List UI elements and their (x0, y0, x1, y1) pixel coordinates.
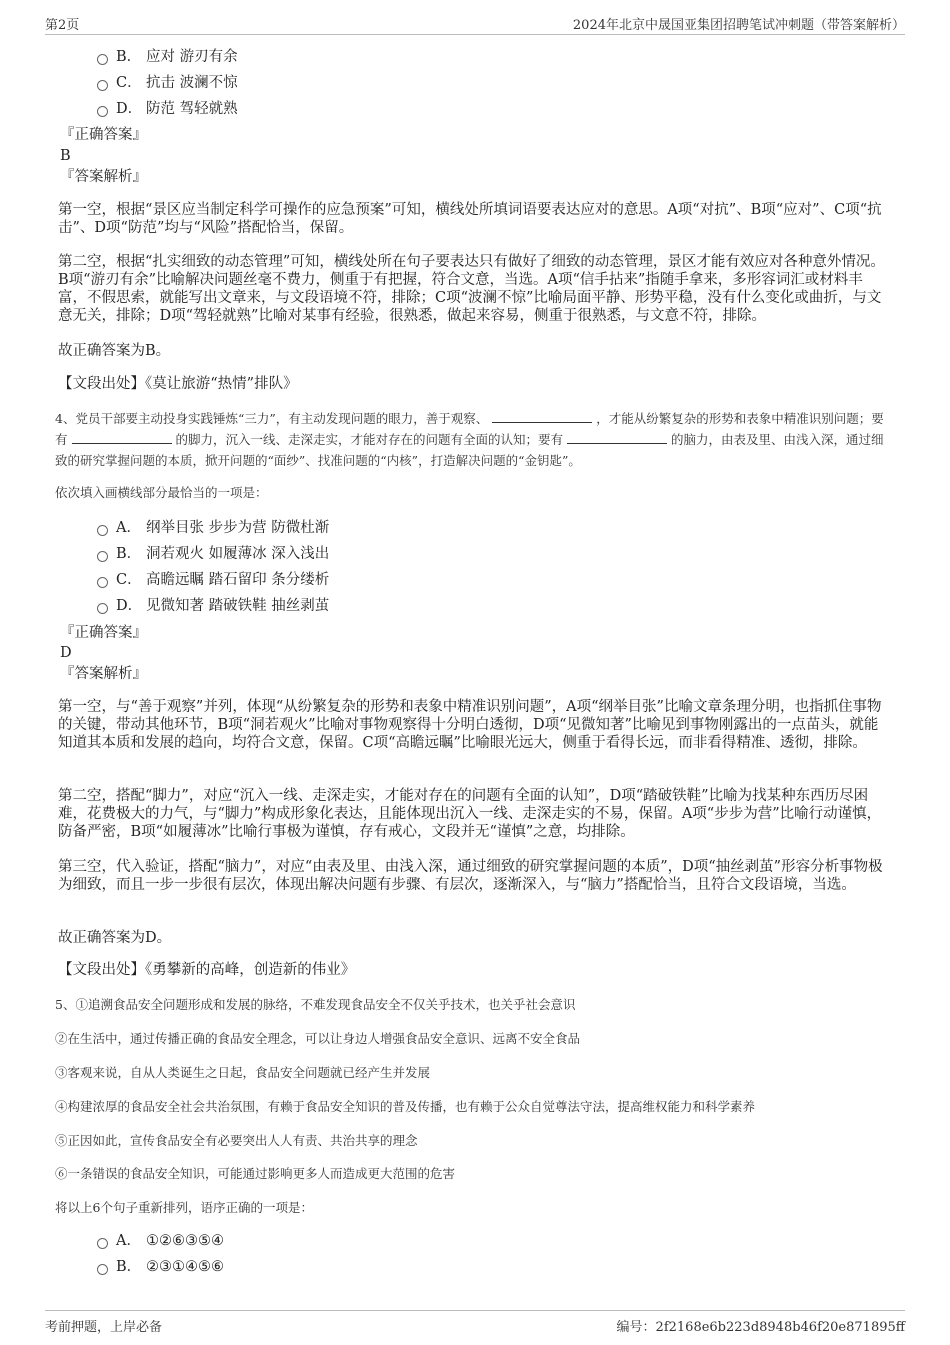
q3-option-d[interactable]: D． 防范 驾轻就熟 (97, 98, 238, 120)
radio-icon[interactable] (97, 1238, 108, 1249)
radio-icon[interactable] (97, 551, 108, 562)
q3-analysis-paragraph: 第二空，根据“扎实细致的动态管理”可知，横线处所在句子要表达只有做好了细致的动态管理，景区才能有效应对各种意外情况。B项“游刃有余”比喻解决问题丝毫不费力，侧重于有把握，符合文意，当选。A项“信手拈来”指随手拿来，多形容词汇或材料丰富，不假思索，就能写出文章来，与文段语境不符，排除；C项“波澜不惊”比喻局面平静、形势平稳，没有什么变化或曲折，与文意无关，排除；D项“驾轻就熟”比喻对某事有经验，很熟悉，做起来容易，侧重于很熟悉，与文意不符，排除。 (58, 254, 885, 324)
q4-answer: D (60, 645, 72, 661)
q4-option-b[interactable]: B． 洞若观火 如履薄冰 深入浅出 (97, 543, 329, 565)
answer-blank (72, 431, 172, 444)
q5-sentence: ③客观来说，自从人类诞生之日起，食品安全问题就已经产生并发展 (55, 1065, 431, 1080)
radio-icon[interactable] (97, 577, 108, 588)
answer-blank (567, 431, 667, 444)
q5-sentence: ④构建浓厚的食品安全社会共治氛围，有赖于食品安全知识的普及传播，也有赖于公众自觉尊法守法，提高维权能力和科学素养 (55, 1099, 756, 1114)
document-title: 2024年北京中晟国亚集团招聘笔试冲刺题（带答案解析） (572, 18, 905, 33)
document-code: 编号：2f2168e6b223d8948b46f20e871895ff (616, 1320, 905, 1335)
radio-icon[interactable] (97, 80, 108, 91)
q4-option-a[interactable]: A． 纲举目张 步步为营 防微杜渐 (97, 517, 329, 539)
q5-sentence: ⑥一条错误的食品安全知识，可能通过影响更多人而造成更大范围的危害 (55, 1166, 456, 1181)
q3-analysis-paragraph: 第一空，根据“景区应当制定科学可操作的应急预案”可知，横线处所填词语要表达应对的意思。A项“对抗”、B项“应对”、C项“抗击”、D项“防范”均与“风险”搭配恰当，保留。 (58, 202, 882, 236)
q3-analysis-label: 『答案解析』 (60, 169, 147, 185)
q4-prompt: 依次填入画横线部分最恰当的一项是： (55, 485, 268, 500)
radio-icon[interactable] (97, 525, 108, 536)
q5-option-b[interactable]: B． ②③①④⑤⑥ (97, 1256, 224, 1278)
q4-conclusion: 故正确答案为D。 (58, 930, 172, 946)
q5-sentence: ②在生活中，通过传播正确的食品安全理念，可以让身边人增强食品安全意识、远离不安全食品 (55, 1031, 581, 1046)
page-number: 第2页 (45, 18, 80, 33)
q3-answer: B (60, 148, 71, 164)
answer-blank (492, 410, 592, 423)
q4-analysis-paragraph: 第一空，与“善于观察”并列，体现“从纷繁复杂的形势和表象中精准识别问题”，A项“纲举目张”比喻文章条理分明，也指抓住事物的关键，带动其他环节，B项“洞若观火”比喻对事物观察得十分明白透彻，D项“见微知著”比喻见到事物刚露出的一点苗头，就能知道其本质和发展的趋向，均符合文意，保留。C项“高瞻远瞩”比喻眼光远大，侧重于看得长远，而非看得精准、透彻，排除。 (58, 699, 882, 751)
radio-icon[interactable] (97, 106, 108, 117)
q4-option-c[interactable]: C． 高瞻远瞩 踏石留印 条分缕析 (97, 569, 329, 591)
q5-prompt: 将以上6个句子重新排列，语序正确的一项是： (55, 1200, 313, 1215)
q4-option-d[interactable]: D． 见微知著 踏破铁鞋 抽丝剥茧 (97, 595, 329, 617)
q4-answer-label: 『正确答案』 (60, 625, 147, 641)
q3-conclusion: 故正确答案为B。 (58, 343, 171, 359)
footer-slogan: 考前押题，上岸必备 (45, 1320, 163, 1335)
q3-option-b[interactable]: B． 应对 游刃有余 (97, 46, 238, 68)
q5-option-a[interactable]: A． ①②⑥③⑤④ (97, 1230, 224, 1252)
q4-analysis-label: 『答案解析』 (60, 666, 147, 682)
q4-analysis-paragraph: 第二空，搭配“脚力”，对应“沉入一线、走深走实，才能对存在的问题有全面的认知”，D项“踏破铁鞋”比喻为找某种东西历尽困难，花费极大的力气，与“脚力”构成形象化表达，且能体现出沉入一线、走深走实的不易，保留。A项“步步为营”比喻行动谨慎，防备严密，B项“如履薄冰”比喻行事极为谨慎，存有戒心，文段并无“谨慎”之意，均排除。 (58, 788, 882, 840)
q4-source: 【文段出处】《勇攀新的高峰，创造新的伟业》 (58, 962, 356, 978)
q5-sentence: 5、①追溯食品安全问题形成和发展的脉络，不难发现食品安全不仅关乎技术，也关乎社会意识 (55, 997, 576, 1012)
radio-icon[interactable] (97, 1264, 108, 1275)
radio-icon[interactable] (97, 603, 108, 614)
page-header (45, 14, 905, 35)
q3-option-c[interactable]: C． 抗击 波澜不惊 (97, 72, 238, 94)
q3-source: 【文段出处】《莫让旅游“热情”排队》 (58, 376, 298, 392)
q5-sentence: ⑤正因如此，宣传食品安全有必要突出人人有责、共治共享的理念 (55, 1133, 418, 1148)
radio-icon[interactable] (97, 54, 108, 65)
q3-answer-label: 『正确答案』 (60, 127, 147, 143)
page-footer (45, 1310, 905, 1335)
q4-stem: 4、党员干部要主动投身实践锤炼“三力”，有主动发现问题的眼力，善于观察、 ，才能从纷繁复杂的形势和表象中精准识别问题；要有 的脚力，沉入一线、走深走实，才能对存在的问题有全面的认知；要有 的脑力，由表及里、由浅入深，通过细致的研究掌握问题的本质，掀开问题的“面纱”、找准问题的“内核”，打造解决问题的“金钥匙”。 (55, 411, 884, 468)
q4-analysis-paragraph: 第三空，代入验证，搭配“脑力”，对应“由表及里、由浅入深，通过细致的研究掌握问题的本质”，D项“抽丝剥茧”形容分析事物极为细致，而且一步一步很有层次，体现出解决问题有步骤、有层次，逐渐深入，与“脑力”搭配恰当，且符合文段语境，当选。 (58, 859, 883, 893)
